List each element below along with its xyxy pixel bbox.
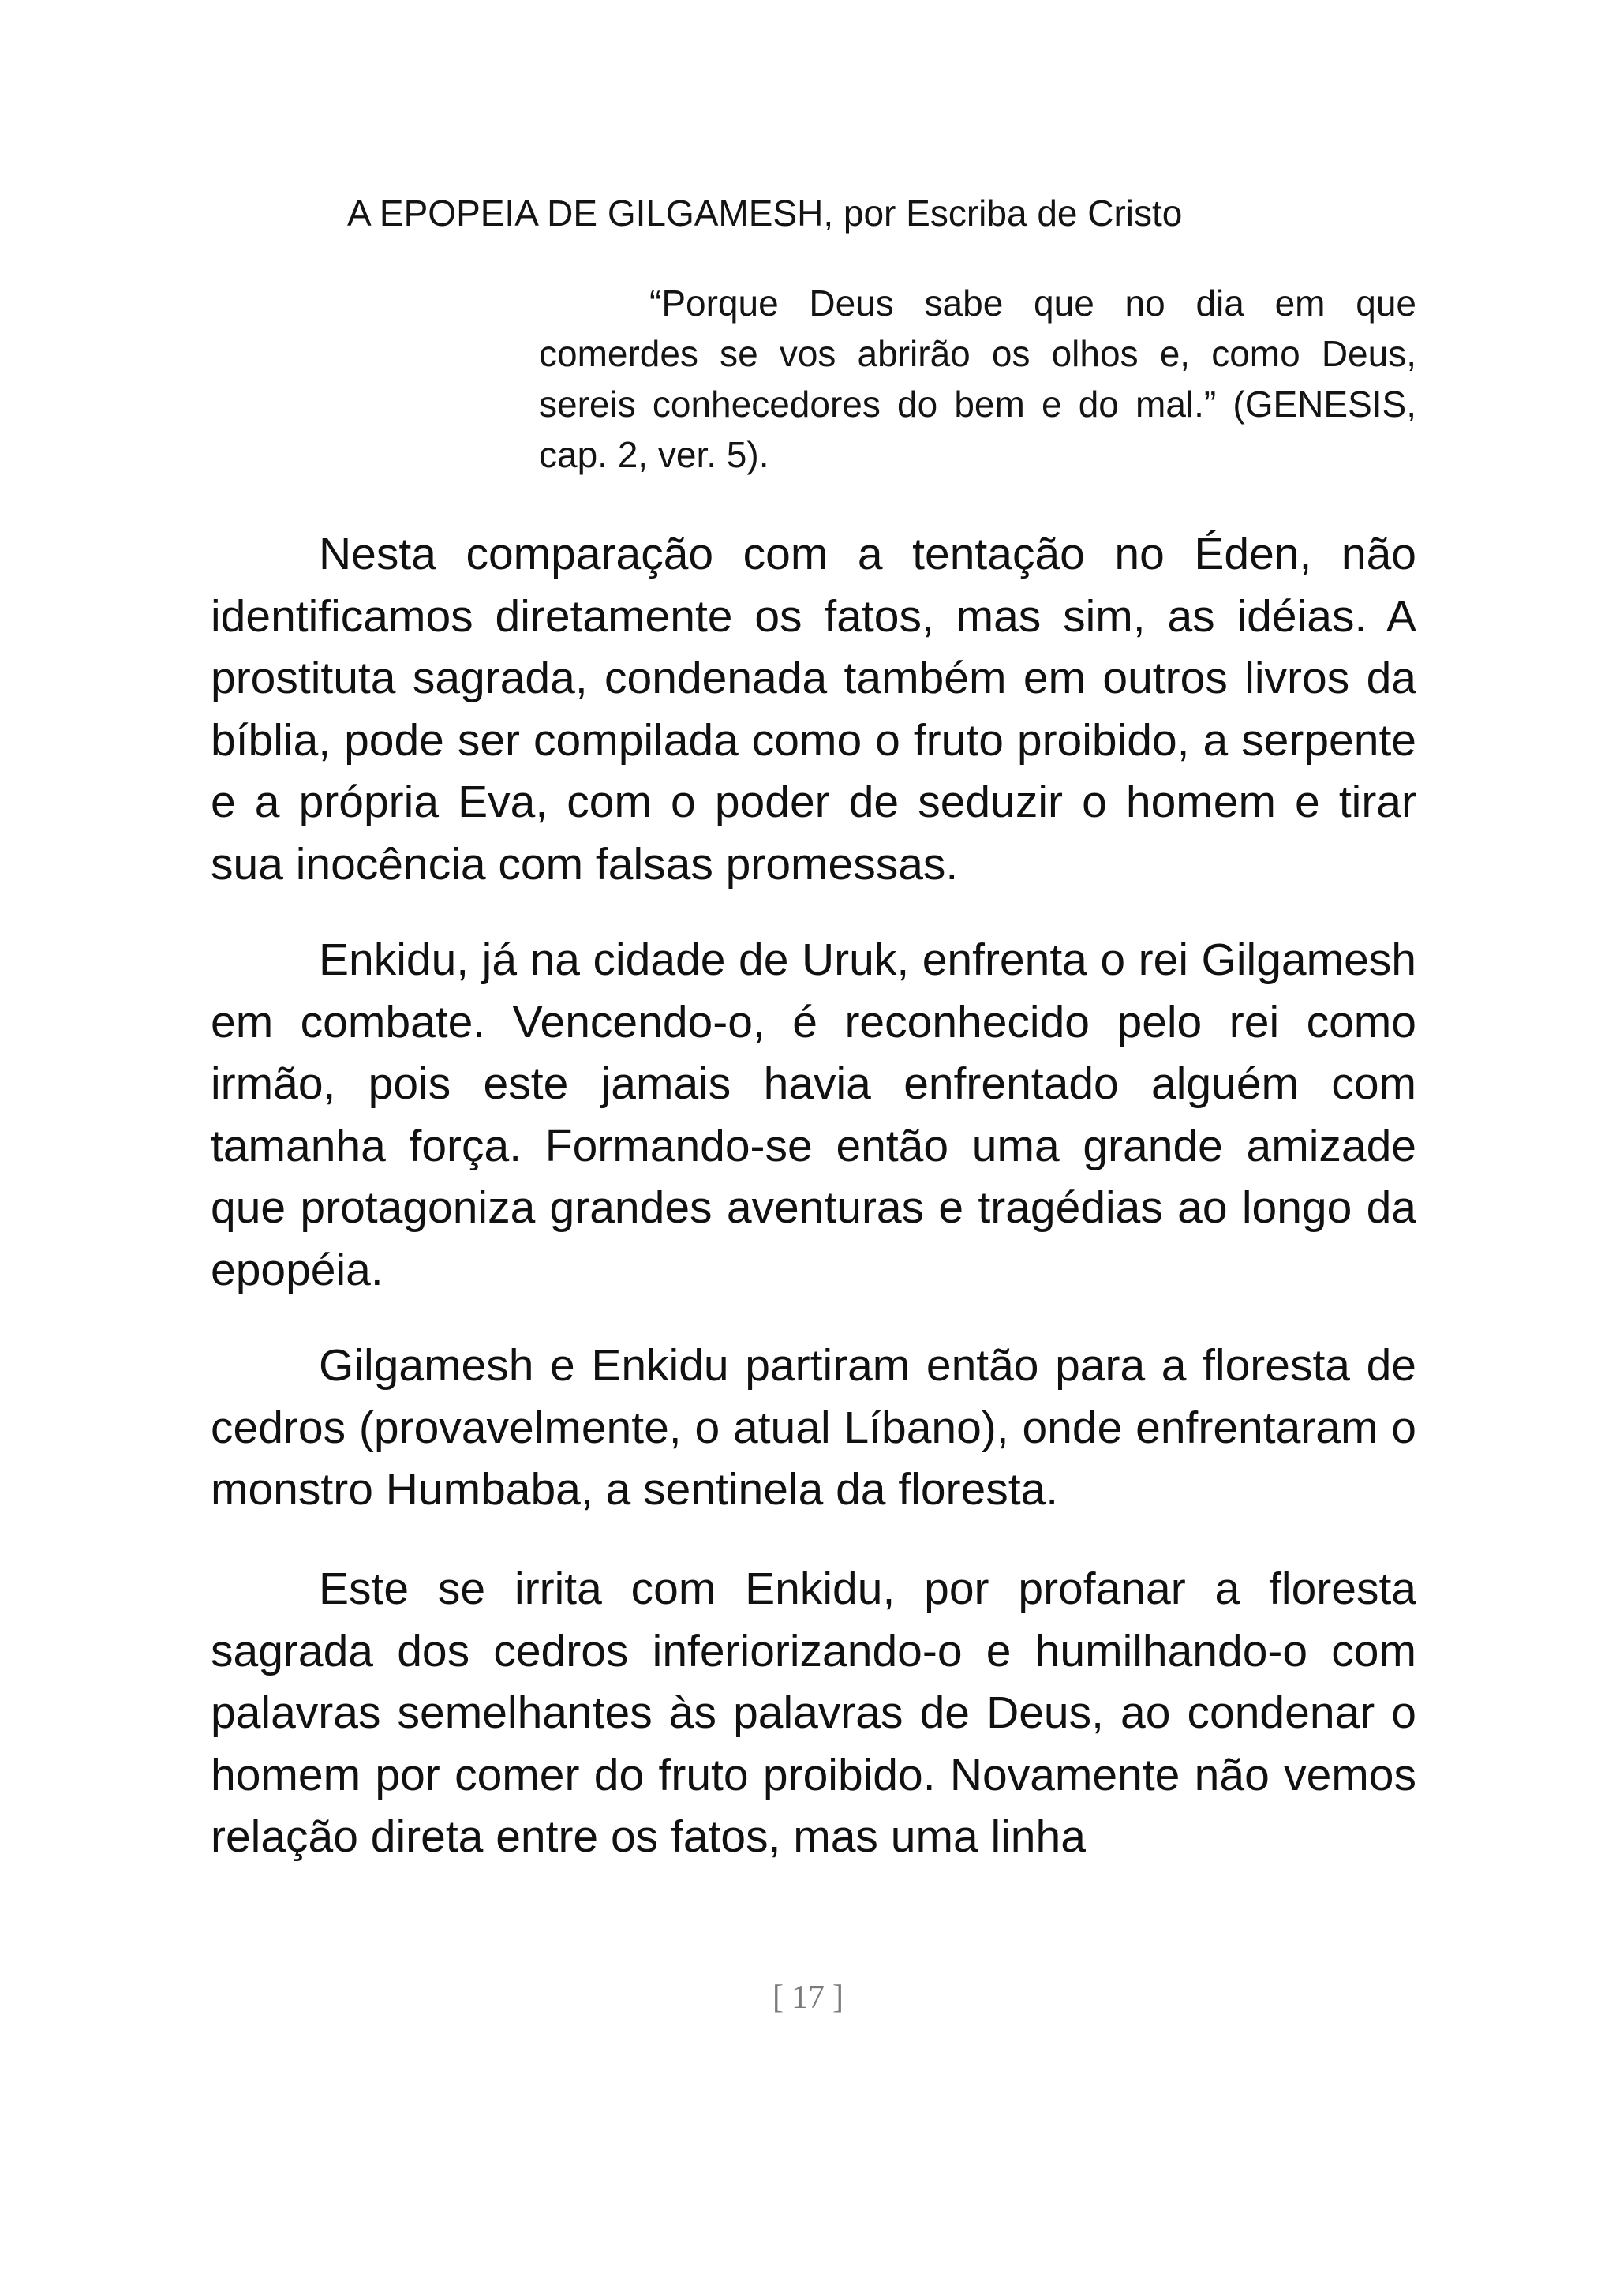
paragraph-humbaba: Este se irrita com Enkidu, por profanar a floresta sagrada dos cedros inferiorizando-o e humilhando-o com palavras semelhantes às palavras de Deus, ao condenar o homem por comer do fruto proibido. Novamente não vemos relação direta entre os fatos, mas uma linha: [211, 1564, 1416, 1862]
page-number-open-bracket: [: [772, 1980, 784, 2016]
header-author: por Escriba de Cristo: [843, 193, 1183, 234]
paragraph-eden-comparison: Nesta comparação com a tentação no Éden, não identificamos diretamente os fatos, mas sim, as idéias. A prostituta sagrada, condenada também em outros livros da bíblia, pode ser compilada como o fruto proibido, a serpente e a própria Eva, com o poder de seduzir o homem e tirar sua inocência com falsas promessas.: [211, 529, 1416, 890]
page-number-close-bracket: ]: [832, 1980, 844, 2016]
paragraph-enkidu-uruk: Enkidu, já na cidade de Uruk, enfrenta o rei Gilgamesh em combate. Vencendo-o, é reconhecido pelo rei como irmão, pois este jamais havia enfrentado alguém com tamanha força. Formando-se então uma grande amizade que protagoniza grandes aventuras e tragédias ao longo da epopéia.: [211, 935, 1416, 1295]
page-header: [347, 189, 1182, 237]
header-title: A EPOPEIA DE GILGAMESH,: [347, 193, 834, 234]
page-number-value: 17: [791, 1980, 825, 2016]
page-number: [0, 1976, 1616, 2020]
epigraph-quote: “Porque Deus sabe que no dia em que comerdes se vos abrirão os olhos e, como Deus, sereis conhecedores do bem e do mal.” (GENESIS, cap. 2, ver. 5).: [539, 283, 1416, 475]
paragraph-cedar-forest: Gilgamesh e Enkidu partiram então para a floresta de cedros (provavelmente, o atual Líbano), onde enfrentaram o monstro Humbaba, a sentinela da floresta.: [211, 1340, 1416, 1515]
